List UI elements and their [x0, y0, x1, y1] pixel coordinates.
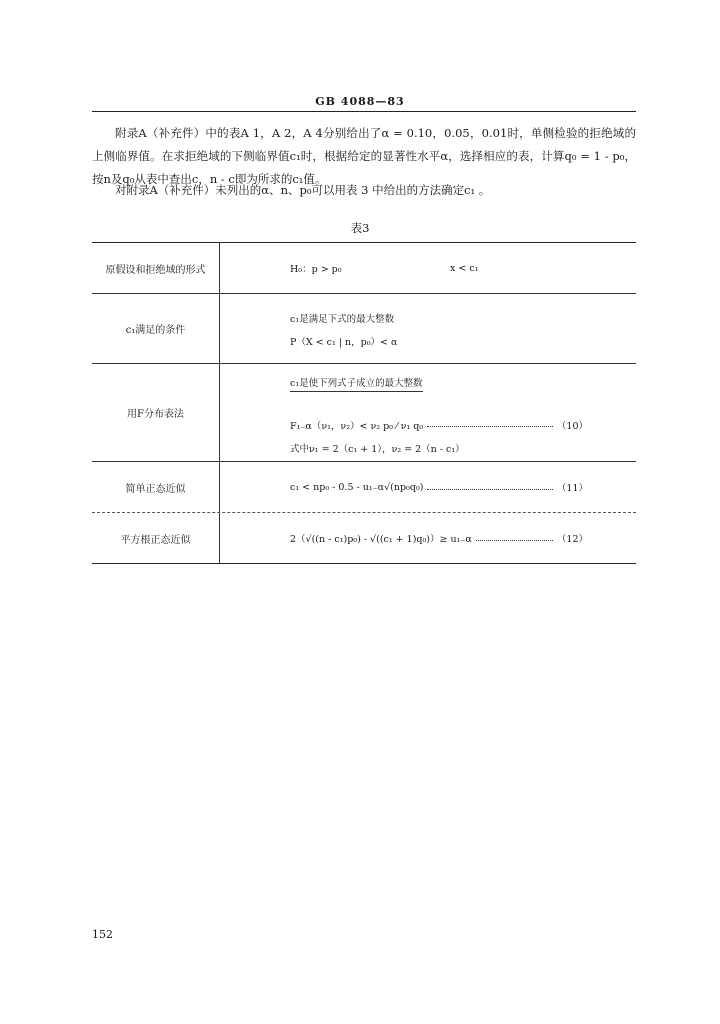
paragraph-2: 对附录A（补充件）未列出的α、n、p₀可以用表 3 中给出的方法确定c₁ 。: [115, 183, 491, 197]
row-label: 原假设和拒绝域的形式: [92, 243, 220, 293]
null-hypothesis: H₀：p > p₀: [290, 264, 342, 275]
row-content: [220, 364, 636, 461]
f-method-note: 式中ν₁ = 2（c₁ + 1），ν₂ = 2（n - c₁）: [290, 443, 465, 455]
row-label: 平方根正态近似: [92, 513, 220, 563]
equation-11: [290, 480, 636, 494]
normal-formula: c₁ < np₀ - 0.5 - u₁₋α√(np₀q₀): [290, 481, 424, 493]
header-rule: [92, 111, 636, 112]
dot-leader: [427, 489, 552, 490]
table-row: [92, 294, 636, 364]
equation-number: （10）: [556, 420, 588, 432]
f-method-text: c₁是使下列式子成立的最大整数: [290, 375, 423, 392]
condition-text: c₁是满足下式的最大整数: [290, 313, 395, 325]
row-label: 用F分布表法: [92, 364, 220, 461]
row-content: [220, 294, 636, 363]
table-row: [92, 462, 636, 513]
row-content: [220, 243, 636, 293]
document-header: GB 4088—83: [315, 95, 405, 108]
rejection-region: x < c₁: [450, 262, 479, 274]
dot-leader: [476, 540, 553, 541]
row-content: [220, 513, 636, 563]
row-label: 简单正态近似: [92, 462, 220, 512]
sqrt-formula: 2（√((n - c₁)p₀) - √((c₁ + 1)q₀)）≥ u₁₋α: [290, 534, 472, 545]
table-caption: 表3: [350, 221, 370, 235]
condition-formula: P（X < c₁ | n，p₀）< α: [290, 336, 398, 348]
page-number: 152: [92, 928, 113, 941]
equation-number: （11）: [556, 483, 588, 494]
table-row: [92, 364, 636, 462]
table-3: [92, 242, 636, 564]
table-row: [92, 243, 636, 294]
paragraph-1: 附录A（补充件）中的表A 1，A 2，A 4分别给出了α = 0.10，0.05，0.01时，单侧检验的拒绝域的上侧临界值。在求拒绝域的下侧临界值c₁时，根据给定的显著性水平α，选择相应的表，计算q₀ = 1 - p₀，按n及q₀从表中查出c，n - c即为所求的c₁值。: [92, 126, 636, 186]
row-content: [220, 462, 636, 512]
equation-10: [290, 413, 636, 436]
f-formula: F₁₋α（ν₁，ν₂）< ν₂ p₀ ⁄ ν₁ q₀: [290, 420, 424, 432]
row-label: c₁满足的条件: [92, 294, 220, 363]
equation-number: （12）: [556, 534, 588, 545]
table-row: [92, 513, 636, 563]
equation-12: [290, 531, 636, 545]
dot-leader: [427, 426, 553, 427]
